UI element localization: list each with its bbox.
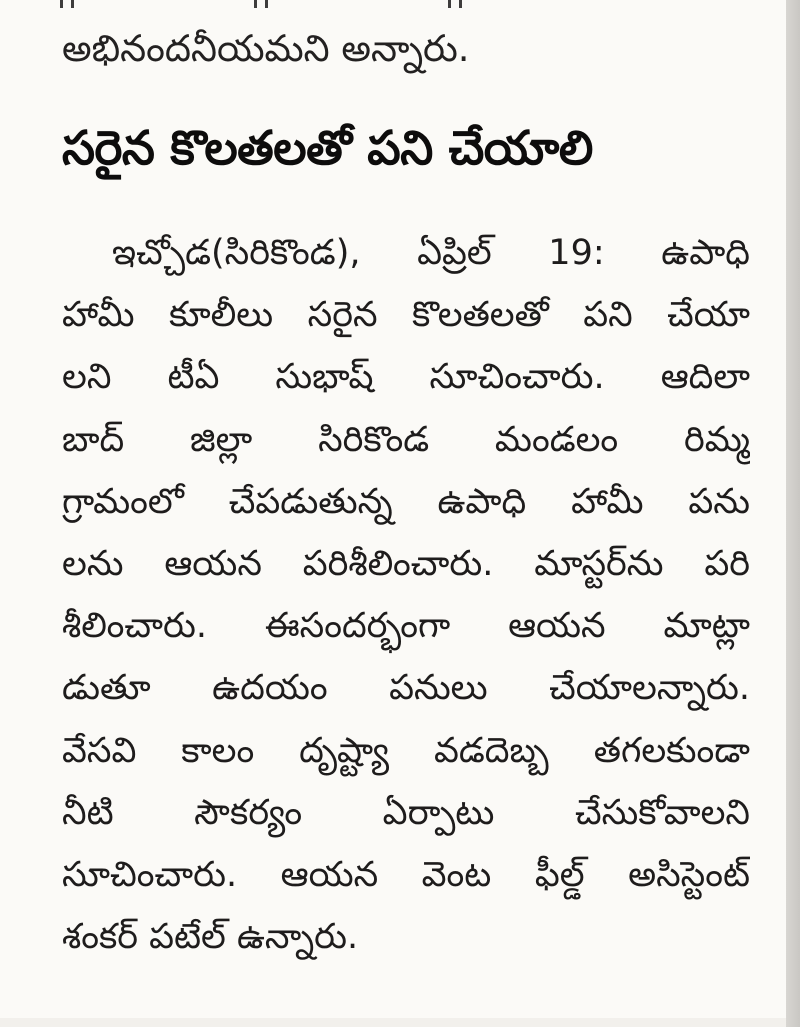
body-line: శీలించారు. ఈసందర్భంగా ఆయన మాట్లా [62, 606, 750, 647]
article-headline: సరైన కొలతలతో పని చేయాలి [62, 121, 593, 176]
body-line: లను ఆయన పరిశీలించారు. మాస్టర్‌ను పరి [62, 543, 750, 584]
body-line: ఇచ్చోడ(సిరికొండ), ఏప్రిల్ 19: ఉపాధి [112, 233, 750, 273]
body-line: హామీ కూలీలు సరైన కొలతలతో పని చేయా [62, 295, 750, 336]
article-body [62, 222, 750, 968]
cut-off-previous-line [60, 0, 760, 8]
body-line: సూచించారు. ఆయన వెంట ఫీల్డ్ అసిస్టెంట్ [62, 854, 750, 895]
body-line: డుతూ ఉదయం పనులు చేయాలన్నారు. [62, 668, 750, 709]
body-line: శంకర్ పటేల్ ఉన్నారు. [62, 917, 359, 958]
body-line: బాద్ జిల్లా సిరికొండ మండలం రిమ్మ [62, 419, 750, 460]
previous-story-last-line: అభినందనీయమని అన్నారు. [62, 27, 470, 70]
clipping-bottom-edge [0, 1018, 786, 1027]
page-edge [786, 0, 800, 1027]
body-line: గ్రామంలో చేపడుతున్న ఉపాధి హామీ పను [62, 481, 750, 522]
body-line: వేసవి కాలం దృష్ట్యా వడదెబ్బ తగలకుండా [62, 730, 750, 771]
body-line: నీటి సౌకర్యం ఏర్పాటు చేసుకోవాలని [62, 792, 750, 833]
body-line: లని టీఏ సుభాష్ సూచించారు. ఆదిలా [62, 357, 750, 398]
